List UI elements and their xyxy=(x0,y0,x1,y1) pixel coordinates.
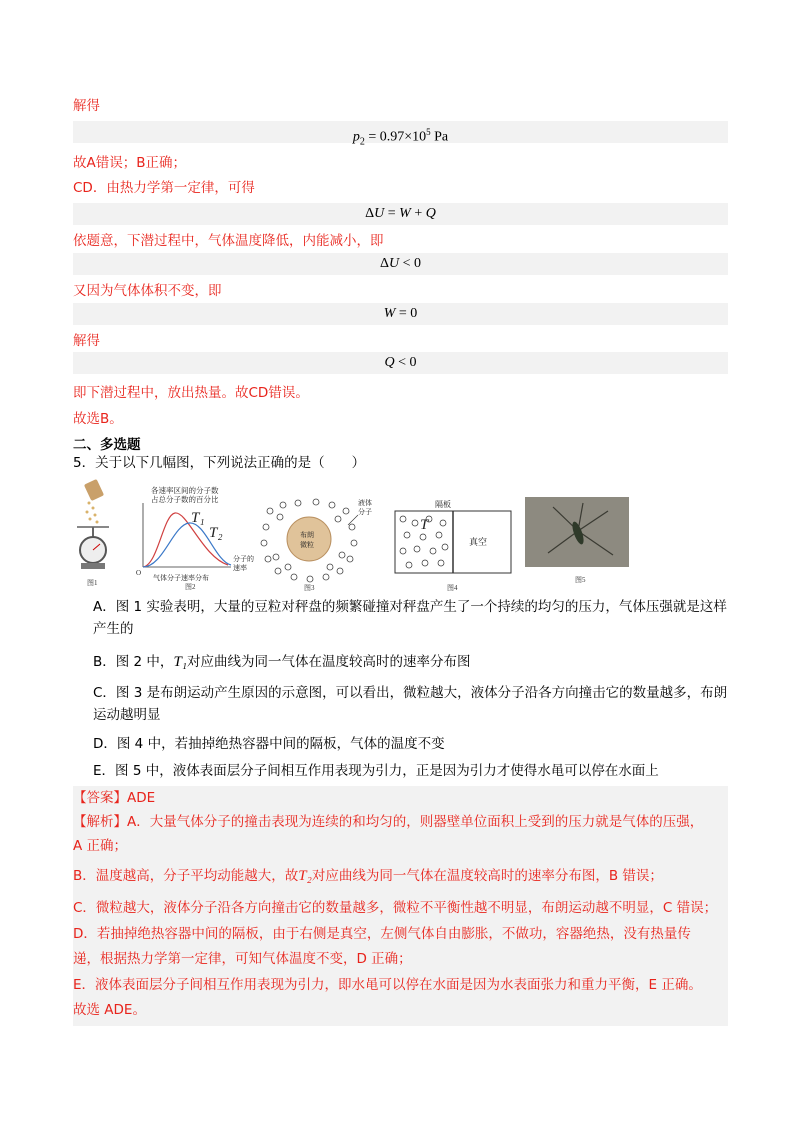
figure-3-label-1: 液体 xyxy=(358,499,372,507)
text-heat-release: 即下潜过程中，放出热量。故CD错误。 xyxy=(73,385,309,401)
figure-2-t2: T₂ xyxy=(209,525,223,541)
figure-2-t1: T₁ xyxy=(191,510,205,526)
analysis-d-line-2: 递，根据热力学第一定律，可知气体温度不变，D 正确； xyxy=(73,951,412,967)
text-jiede-2: 解得 xyxy=(73,333,100,349)
figure-4-t: T xyxy=(420,517,429,533)
figure-4-container xyxy=(393,497,518,595)
figure-3-caption: 图3 xyxy=(304,584,315,592)
figure-row xyxy=(73,475,633,595)
figure-1-caption: 图1 xyxy=(87,579,98,587)
analysis-b xyxy=(73,866,728,886)
analysis-e: E．液体表面层分子间相互作用表现为引力，即水黾可以停在水面是因为水表面张力和重力平衡，E 正确。 xyxy=(73,977,702,993)
analysis-a-line-1 xyxy=(73,812,728,832)
figure-5-caption: 图5 xyxy=(575,576,586,584)
figure-3-particle-2: 微粒 xyxy=(300,541,314,549)
text-temperature-drop: 依题意，下潜过程中，气体温度降低，内能减小，即 xyxy=(73,233,384,249)
text-volume-constant: 又因为气体体积不变，即 xyxy=(73,283,222,299)
option-b-suffix: 对应曲线为同一气体在温度较高时的速率分布图 xyxy=(187,654,471,670)
text-jiede-1: 解得 xyxy=(73,98,100,114)
equation-du-negative: ΔU < 0 xyxy=(73,253,728,275)
option-a: A．图 1 实验表明，大量的豆粒对秤盘的频繁碰撞对秤盘产生了一个持续的均匀的压力，气体压强就是这样产生的 xyxy=(93,599,727,637)
equation-q-negative: Q < 0 xyxy=(73,352,728,374)
figure-2-axis-x: 分子的 xyxy=(233,555,254,563)
figure-3-brownian xyxy=(258,497,378,595)
figure-2-origin: O xyxy=(136,569,142,577)
question-stem: 5．关于以下几幅图，下列说法正确的是（ ） xyxy=(73,455,366,471)
figure-2-subtitle: 气体分子速率分布 xyxy=(153,574,209,582)
analysis-a-line-2: A 正确； xyxy=(73,838,128,854)
figure-3-label-2: 分子 xyxy=(358,508,372,516)
figure-4-caption: 图4 xyxy=(447,584,458,592)
text-cd-intro: CD．由热力学第一定律，可得 xyxy=(73,180,255,196)
figure-2-title-1: 各速率区间的分子数 xyxy=(151,486,219,495)
analysis-final: 故选 ADE。 xyxy=(73,1002,146,1018)
option-b-symbol: T₁ xyxy=(173,654,187,670)
option-e: E．图 5 中，液体表面层分子间相互作用表现为引力，正是因为引力才使得水黾可以停在水面上 xyxy=(93,763,659,779)
figure-5-water-strider xyxy=(523,497,633,595)
figure-3-particle-1: 布朗 xyxy=(300,531,314,539)
option-b-prefix: B．图 2 中， xyxy=(93,654,174,670)
figure-2-title-2: 占总分子数的百分比 xyxy=(151,495,219,504)
text-conclusion-ab: 故A错误；B正确； xyxy=(73,155,186,171)
figure-4-partition-label: 隔板 xyxy=(435,500,451,509)
answer-line xyxy=(73,788,728,808)
figure-1-scale xyxy=(73,475,113,595)
option-d: D．图 4 中，若抽掉绝热容器中间的隔板，气体的温度不变 xyxy=(93,736,445,752)
answer-value: ADE xyxy=(127,790,156,806)
analysis-b-prefix: B．温度越高，分子平均动能越大，故 xyxy=(73,868,299,884)
figure-2-axis-x2: 速率 xyxy=(233,564,247,572)
equation-w-zero: W = 0 xyxy=(73,303,728,325)
option-b xyxy=(93,651,733,673)
figure-2-caption: 图2 xyxy=(185,583,196,591)
analysis-d-line-1: D．若抽掉绝热容器中间的隔板，由于右侧是真空，左侧气体自由膨胀，不做功，容器绝热，没有热量传 xyxy=(73,926,691,942)
equation-first-law: ΔU = W + Q xyxy=(73,203,728,225)
analysis-b-symbol: T₂ xyxy=(298,868,312,884)
figure-2-distribution xyxy=(133,485,263,595)
equation-p2: $p_2 = 0.97\times 10^5$ Pa xyxy=(73,121,728,143)
analysis-b-suffix: 对应曲线为同一气体在温度较高时的速率分布图，B 错误； xyxy=(311,868,663,884)
analysis-a-text: A．大量气体分子的撞击表现为连续的和均匀的，则器壁单位面积上受到的压力就是气体的压强， xyxy=(127,814,704,830)
analysis-c: C．微粒越大，液体分子沿各方向撞击它的数量越多，微粒不平衡性越不明显，布朗运动越不明显，C 错误； xyxy=(73,900,718,916)
section-title: 二、多选题 xyxy=(73,437,141,453)
text-choose-b: 故选B。 xyxy=(73,411,123,427)
figure-4-vacuum: 真空 xyxy=(469,537,488,547)
option-c: C．图 3 是布朗运动产生原因的示意图，可以看出，微粒越大，液体分子沿各方向撞击它的数量越多，布朗运动越明显 xyxy=(93,685,728,723)
analysis-label: 【解析】 xyxy=(73,814,127,830)
answer-label: 【答案】 xyxy=(73,790,127,806)
